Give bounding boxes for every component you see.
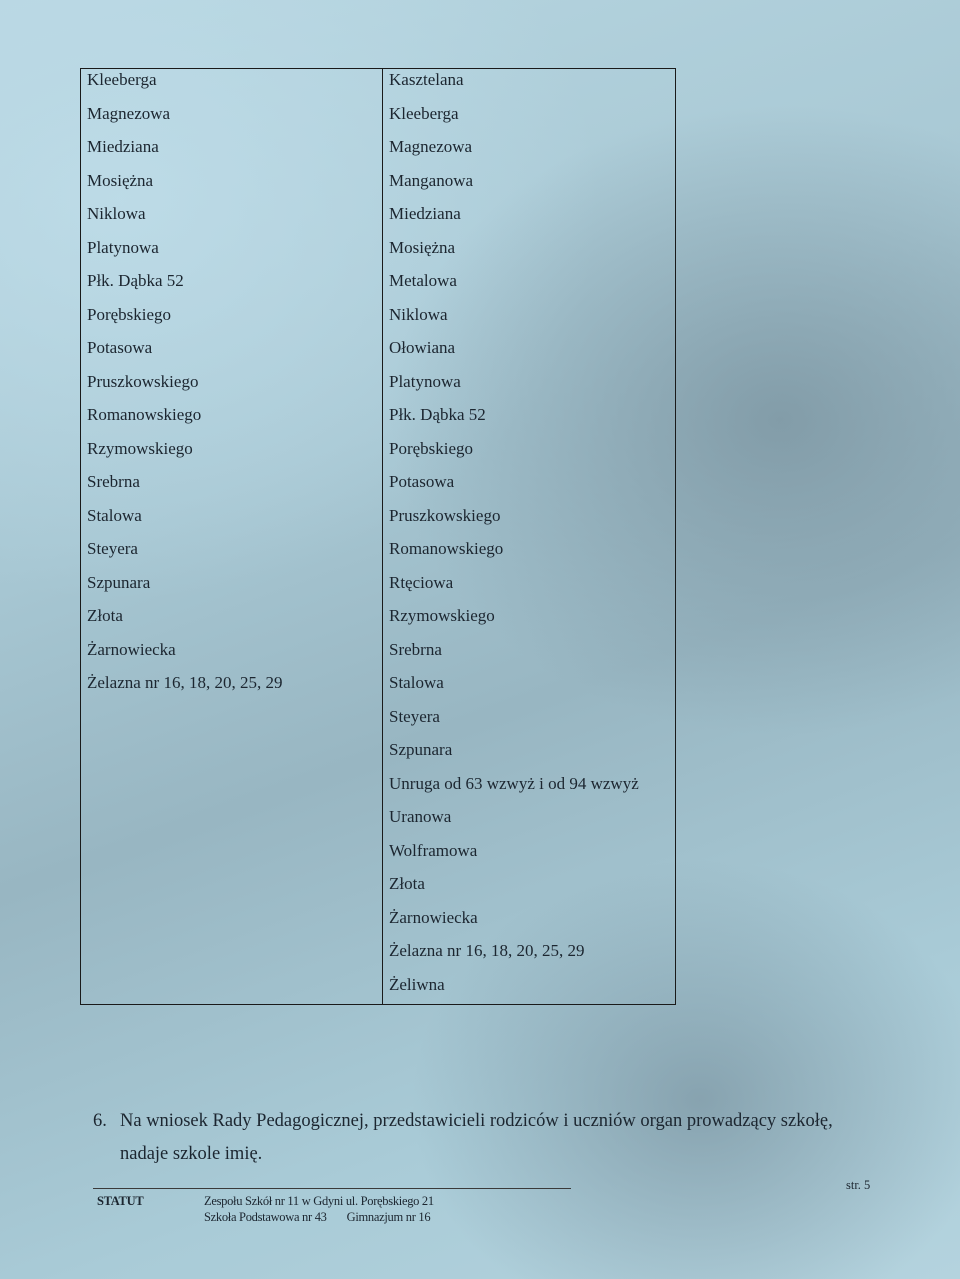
left-street-cell: Srebrna xyxy=(87,472,140,491)
right-street-cell: Metalowa xyxy=(389,271,457,290)
left-street-cell: Stalowa xyxy=(87,505,142,525)
left-column xyxy=(81,69,383,1004)
note-number: 6. xyxy=(93,1111,107,1131)
left-street-cell: Mosiężna xyxy=(87,170,154,190)
right-street-cell: Rzymowskiego xyxy=(389,606,495,625)
footer-line-1: Zespołu Szkół nr 11 w Gdyni ul. Porębskiego 21 xyxy=(204,1194,434,1208)
right-street-cell: Żeliwna xyxy=(389,974,445,994)
left-street-cell: Żelazna nr 16, 18, 20, 25, 29 xyxy=(87,673,283,692)
right-street-cell: Srebrna xyxy=(389,639,442,659)
note-paragraph xyxy=(93,1105,903,1171)
right-street-cell: Steyera xyxy=(389,706,440,726)
right-street-cell: Porębskiego xyxy=(389,438,474,458)
left-street-cell: Rzymowskiego xyxy=(87,438,193,458)
right-street-cell: Kasztelana xyxy=(389,70,464,89)
footer-line-2a: Szkoła Podstawowa nr 43 xyxy=(204,1210,327,1224)
left-street-cell: Pruszkowskiego xyxy=(87,371,199,391)
footer-line-2b: Gimnazjum nr 16 xyxy=(346,1210,431,1224)
right-street-cell: Płk. Dąbka 52 xyxy=(389,405,486,424)
left-street-cell: Niklowa xyxy=(87,204,146,223)
left-street-cell: Romanowskiego xyxy=(87,405,202,424)
left-street-cell: Steyera xyxy=(87,539,138,558)
right-street-cell: Uranowa xyxy=(389,807,452,826)
right-street-cell: Stalowa xyxy=(389,673,444,692)
right-street-cell: Niklowa xyxy=(389,304,448,324)
left-street-cell: Szpunara xyxy=(87,572,151,592)
left-street-cell: Magnezowa xyxy=(87,103,171,123)
left-street-cell: Platynowa xyxy=(87,237,159,257)
right-street-cell: Unruga od 63 wzwyż i od 94 wzwyż xyxy=(389,773,639,793)
left-street-cell: Złota xyxy=(87,606,123,625)
right-street-cell: Kleeberga xyxy=(389,103,459,123)
right-street-cell: Żarnowiecka xyxy=(389,907,478,927)
right-street-cell: Rtęciowa xyxy=(389,572,454,592)
footer-divider xyxy=(93,1188,571,1189)
right-street-cell: Romanowskiego xyxy=(389,539,504,558)
note-line-1: Na wniosek Rady Pedagogicznej, przedstawicieli rodziców i uczniów organ prowadzący szkołę, xyxy=(120,1111,833,1131)
right-street-cell: Manganowa xyxy=(389,170,474,190)
right-street-cell: Złota xyxy=(389,874,425,893)
street-table xyxy=(80,68,676,1005)
right-street-cell: Platynowa xyxy=(389,371,461,391)
left-street-cell: Miedziana xyxy=(87,137,159,156)
right-street-cell: Ołowiana xyxy=(389,338,456,357)
right-street-cell: Szpunara xyxy=(389,740,453,759)
footer-label: STATUT xyxy=(97,1194,144,1208)
left-street-cell: Płk. Dąbka 52 xyxy=(87,271,184,290)
right-column xyxy=(383,69,675,1004)
right-street-cell: Wolframowa xyxy=(389,840,478,860)
right-street-cell: Miedziana xyxy=(389,204,461,223)
left-street-cell: Potasowa xyxy=(87,338,153,357)
right-street-cell: Pruszkowskiego xyxy=(389,505,501,525)
right-street-cell: Żelazna nr 16, 18, 20, 25, 29 xyxy=(389,941,585,960)
page-number: str. 5 xyxy=(846,1178,871,1192)
right-street-cell: Potasowa xyxy=(389,472,455,491)
left-street-cell: Porębskiego xyxy=(87,304,172,324)
left-street-cell: Kleeberga xyxy=(87,70,157,89)
right-street-cell: Magnezowa xyxy=(389,137,473,156)
right-street-cell: Mosiężna xyxy=(389,237,456,257)
left-street-cell: Żarnowiecka xyxy=(87,639,176,659)
note-line-2: nadaje szkole imię. xyxy=(120,1144,263,1164)
footer xyxy=(97,1193,434,1225)
